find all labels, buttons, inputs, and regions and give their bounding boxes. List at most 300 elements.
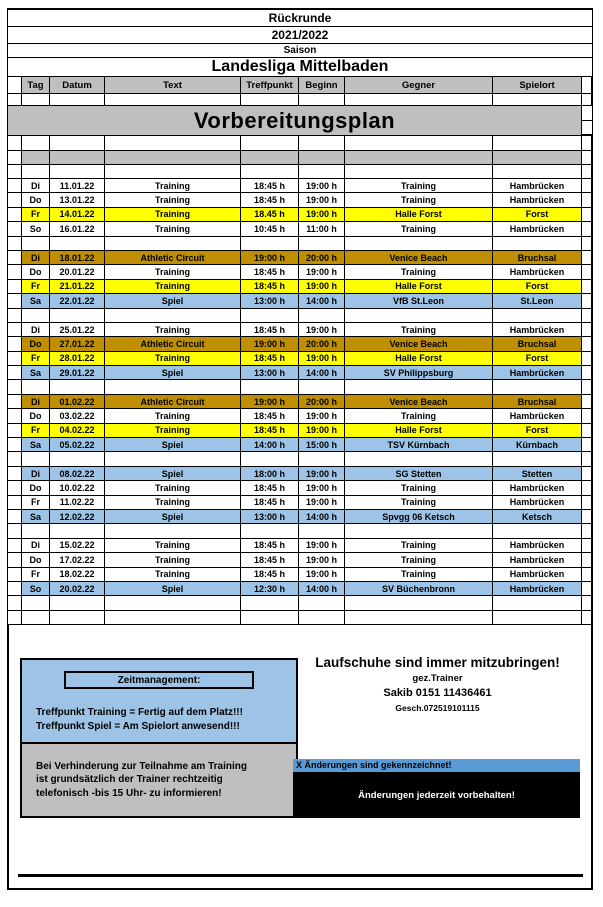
cell-margin-left (8, 424, 22, 437)
schedule-row (8, 294, 592, 308)
cell-margin-left (8, 553, 22, 566)
cell-text: Training (105, 222, 241, 235)
cell-tag: Do (22, 265, 50, 278)
cell-spielort: Ketsch (493, 510, 582, 523)
cell-spielort: Hambrücken (493, 323, 582, 336)
cell-gegner: Training (345, 222, 493, 235)
title-season-year: 2021/2022 (8, 27, 592, 44)
cell-margin-left (8, 582, 22, 595)
cell-datum: 16.01.22 (50, 222, 105, 235)
schedule-row (8, 481, 592, 495)
cell-treffpunkt: 18:45 h (241, 280, 299, 293)
cell-tag: Fr (22, 352, 50, 365)
cell-treffpunkt: 18:45 h (241, 424, 299, 437)
cell-text (105, 380, 241, 393)
cell-margin-right (582, 596, 592, 609)
cell-treffpunkt (241, 309, 299, 322)
column-header-row (8, 77, 592, 94)
col-header-tag: Tag (22, 77, 50, 93)
cell-gegner (345, 380, 493, 393)
cell-gegner (345, 452, 493, 465)
cell-treffpunkt: 18:45 h (241, 568, 299, 581)
signed-by: gez.Trainer (412, 673, 463, 684)
cell-datum: 20.01.22 (50, 265, 105, 278)
cell-datum: 14.01.22 (50, 208, 105, 221)
cell-margin-right (582, 294, 592, 307)
cell-gegner: Training (345, 539, 493, 552)
col-header-gegner: Gegner (345, 77, 493, 93)
schedule-row (8, 179, 592, 193)
cell-text: Training (105, 280, 241, 293)
schedule-row (8, 496, 592, 510)
zeitmanagement-box (20, 658, 298, 744)
cell-margin-left (8, 596, 22, 609)
col-header-datum: Datum (50, 77, 105, 93)
cell-margin-left (8, 280, 22, 293)
cell-tag: Do (22, 409, 50, 422)
schedule-row (8, 323, 592, 337)
empty-row (8, 94, 592, 106)
cell-tag (22, 309, 50, 322)
cell-datum: 01.02.22 (50, 395, 105, 408)
cell-spielort (493, 380, 582, 393)
cell-text: Training (105, 539, 241, 552)
cell-gegner: Venice Beach (345, 251, 493, 264)
cell-gegner: SG Stetten (345, 467, 493, 480)
cell-tag: Sa (22, 438, 50, 451)
cell-margin-right (582, 409, 592, 422)
cell-gegner: TSV Kürnbach (345, 438, 493, 451)
cell-spielort (493, 452, 582, 465)
cell-text: Training (105, 179, 241, 192)
cell-gegner: Training (345, 568, 493, 581)
cell-spielort: Forst (493, 280, 582, 293)
cell-beginn: 19:00 h (299, 539, 345, 552)
col-header-text: Text (105, 77, 241, 93)
cell-beginn: 19:00 h (299, 496, 345, 509)
schedule-row (8, 193, 592, 207)
cell-text: Training (105, 409, 241, 422)
schedule-row (8, 524, 592, 538)
cell-margin-left (8, 438, 22, 451)
cell-margin-left (8, 222, 22, 235)
cell-gegner: Training (345, 409, 493, 422)
cell-tag: Di (22, 467, 50, 480)
cell-treffpunkt (241, 237, 299, 250)
cell-tag: Di (22, 251, 50, 264)
title-saison: Saison (8, 44, 592, 58)
cell-spielort (493, 611, 582, 624)
cell-margin-left (8, 539, 22, 552)
cell-margin-left (8, 265, 22, 278)
cell-beginn: 19:00 h (299, 193, 345, 206)
cell-treffpunkt: 18:45 h (241, 553, 299, 566)
cell-text: Training (105, 208, 241, 221)
cell-datum: 18.02.22 (50, 568, 105, 581)
cell-text: Training (105, 424, 241, 437)
schedule-row (8, 539, 592, 553)
cell-tag: Fr (22, 496, 50, 509)
cell-margin-right (582, 380, 592, 393)
cell-margin-left (8, 568, 22, 581)
schedule-row (8, 251, 592, 265)
absence-note-box (20, 744, 298, 818)
cell-margin-right (582, 323, 592, 336)
cell-gegner: Halle Forst (345, 208, 493, 221)
cell-margin-right (582, 337, 592, 350)
cell-margin-right (582, 553, 592, 566)
cell-spielort: Bruchsal (493, 337, 582, 350)
cell-datum: 05.02.22 (50, 438, 105, 451)
cell-margin-left (8, 309, 22, 322)
col-header-beginn: Beginn (299, 77, 345, 93)
cell-spielort: Hambrücken (493, 265, 582, 278)
cell-text (105, 237, 241, 250)
cell-gegner: SV Philippsburg (345, 366, 493, 379)
cell-datum: 29.01.22 (50, 366, 105, 379)
cell-datum: 27.01.22 (50, 337, 105, 350)
cell-spielort: Hambrücken (493, 179, 582, 192)
schedule-row (8, 438, 592, 452)
cell-text (105, 611, 241, 624)
cell-datum: 17.02.22 (50, 553, 105, 566)
schedule-row (8, 395, 592, 409)
cell-datum: 03.02.22 (50, 409, 105, 422)
cell-treffpunkt: 10:45 h (241, 222, 299, 235)
cell-margin-left (8, 179, 22, 192)
schedule-row (8, 409, 592, 423)
cell-datum: 25.01.22 (50, 323, 105, 336)
cell-tag (22, 596, 50, 609)
cell-margin-left (8, 237, 22, 250)
cell-treffpunkt (241, 611, 299, 624)
schedule-row (8, 582, 592, 596)
cell-beginn: 19:00 h (299, 265, 345, 278)
footer-divider-line (18, 874, 583, 877)
cell-beginn: 14:00 h (299, 294, 345, 307)
cell-gegner: Training (345, 481, 493, 494)
cell-margin-right (582, 481, 592, 494)
cell-beginn (299, 452, 345, 465)
cell-gegner: Training (345, 179, 493, 192)
schedule-row (8, 452, 592, 466)
cell-gegner: Training (345, 553, 493, 566)
cell-margin-right (582, 582, 592, 595)
cell-beginn: 19:00 h (299, 481, 345, 494)
cell-text: Training (105, 323, 241, 336)
cell-margin-right (582, 524, 592, 537)
empty-row (8, 136, 592, 151)
cell-spielort: Hambrücken (493, 496, 582, 509)
cell-treffpunkt: 13:00 h (241, 366, 299, 379)
schedule-row (8, 222, 592, 236)
changes-marked-bar: X Änderungen sind gekennzeichnet! (293, 759, 580, 772)
schedule-row (8, 596, 592, 610)
cell-margin-right (582, 424, 592, 437)
cell-gegner (345, 596, 493, 609)
cell-datum (50, 611, 105, 624)
cell-spielort: Hambrücken (493, 553, 582, 566)
banner-title: Vorbereitungsplan (8, 106, 582, 135)
banner-side-cell (582, 106, 592, 135)
cell-margin-left (8, 77, 22, 93)
cell-text: Training (105, 496, 241, 509)
cell-treffpunkt: 18:45 h (241, 265, 299, 278)
cell-spielort: Hambrücken (493, 366, 582, 379)
cell-tag: Fr (22, 424, 50, 437)
cell-gegner: Training (345, 193, 493, 206)
cell-margin-right (582, 77, 592, 93)
col-header-spielort: Spielort (493, 77, 582, 93)
schedule-row (8, 467, 592, 481)
cell-treffpunkt: 19:00 h (241, 251, 299, 264)
cell-spielort: Stetten (493, 467, 582, 480)
cell-spielort: Hambrücken (493, 481, 582, 494)
cell-margin-right (582, 568, 592, 581)
cell-margin-right (582, 438, 592, 451)
cell-spielort: Forst (493, 352, 582, 365)
cell-spielort: Bruchsal (493, 395, 582, 408)
cell-datum (50, 237, 105, 250)
cell-tag: Di (22, 179, 50, 192)
cell-tag (22, 611, 50, 624)
cell-margin-left (8, 380, 22, 393)
cell-treffpunkt: 19:00 h (241, 395, 299, 408)
cell-text: Training (105, 352, 241, 365)
cell-text: Spiel (105, 294, 241, 307)
cell-spielort: Forst (493, 424, 582, 437)
cell-margin-left (8, 524, 22, 537)
cell-tag: So (22, 582, 50, 595)
cell-beginn (299, 524, 345, 537)
cell-beginn: 19:00 h (299, 553, 345, 566)
cell-datum: 13.01.22 (50, 193, 105, 206)
cell-tag: Fr (22, 568, 50, 581)
cell-treffpunkt: 18:45 h (241, 539, 299, 552)
schedule-row (8, 366, 592, 380)
cell-beginn: 19:00 h (299, 179, 345, 192)
cell-spielort (493, 524, 582, 537)
office-phone: Gesch.072519101115 (395, 703, 480, 713)
cell-spielort: Forst (493, 208, 582, 221)
cell-margin-left (8, 409, 22, 422)
cell-spielort: Kürnbach (493, 438, 582, 451)
cell-datum: 12.02.22 (50, 510, 105, 523)
cell-beginn: 19:00 h (299, 352, 345, 365)
schedule-row (8, 352, 592, 366)
schedule-row (8, 265, 592, 279)
cell-tag: Do (22, 553, 50, 566)
absence-line-1: Bei Verhinderung zur Teilnahme am Training (36, 760, 247, 772)
cell-beginn (299, 380, 345, 393)
cell-text: Athletic Circuit (105, 395, 241, 408)
cell-text: Athletic Circuit (105, 251, 241, 264)
cell-spielort (493, 596, 582, 609)
cell-treffpunkt: 18:45 h (241, 409, 299, 422)
cell-gegner: Venice Beach (345, 395, 493, 408)
cell-beginn: 19:00 h (299, 208, 345, 221)
schedule-row (8, 568, 592, 582)
cell-datum: 11.02.22 (50, 496, 105, 509)
cell-datum: 28.01.22 (50, 352, 105, 365)
cell-margin-left (8, 208, 22, 221)
zeitmanagement-title: Zeitmanagement: (64, 671, 254, 689)
cell-beginn: 14:00 h (299, 582, 345, 595)
cell-text: Training (105, 193, 241, 206)
col-header-treffpunkt: Treffpunkt (241, 77, 299, 93)
schedule-rows (8, 179, 592, 625)
cell-tag: Di (22, 395, 50, 408)
cell-margin-right (582, 193, 592, 206)
cell-datum (50, 596, 105, 609)
cell-margin-right (582, 280, 592, 293)
cell-text: Spiel (105, 582, 241, 595)
schedule-row (8, 553, 592, 567)
cell-margin-right (582, 611, 592, 624)
cell-text: Training (105, 481, 241, 494)
cell-text: Training (105, 265, 241, 278)
cell-gegner: Halle Forst (345, 352, 493, 365)
cell-margin-right (582, 452, 592, 465)
cell-treffpunkt: 13:00 h (241, 510, 299, 523)
cell-margin-right (582, 265, 592, 278)
zeit-line-1: Treffpunkt Training = Fertig auf dem Platz!!! (36, 707, 243, 718)
cell-margin-left (8, 611, 22, 624)
cell-beginn: 19:00 h (299, 467, 345, 480)
cell-treffpunkt: 18:45 h (241, 179, 299, 192)
schedule-row (8, 337, 592, 351)
cell-beginn: 19:00 h (299, 568, 345, 581)
cell-treffpunkt: 18:45 h (241, 481, 299, 494)
cell-beginn (299, 237, 345, 250)
cell-beginn (299, 309, 345, 322)
cell-tag (22, 237, 50, 250)
schedule-row (8, 510, 592, 524)
cell-beginn: 14:00 h (299, 366, 345, 379)
cell-margin-right (582, 237, 592, 250)
cell-tag: Fr (22, 280, 50, 293)
cell-text: Spiel (105, 510, 241, 523)
cell-beginn: 20:00 h (299, 337, 345, 350)
changes-reserved-box (293, 772, 580, 818)
cell-text: Spiel (105, 467, 241, 480)
cell-datum (50, 452, 105, 465)
cell-gegner (345, 524, 493, 537)
cell-spielort: Hambrücken (493, 409, 582, 422)
cell-tag: Do (22, 337, 50, 350)
cell-spielort: St.Leon (493, 294, 582, 307)
cell-tag: Do (22, 481, 50, 494)
cell-datum: 15.02.22 (50, 539, 105, 552)
cell-spielort: Hambrücken (493, 193, 582, 206)
cell-tag: Do (22, 193, 50, 206)
cell-margin-right (582, 510, 592, 523)
cell-gegner: Venice Beach (345, 337, 493, 350)
cell-tag: Sa (22, 294, 50, 307)
cell-tag (22, 524, 50, 537)
cell-margin-left (8, 467, 22, 480)
cell-margin-left (8, 366, 22, 379)
cell-gegner: Halle Forst (345, 280, 493, 293)
cell-beginn: 19:00 h (299, 424, 345, 437)
cell-beginn (299, 611, 345, 624)
cell-gegner: Training (345, 496, 493, 509)
cell-margin-right (582, 251, 592, 264)
cell-margin-right (582, 496, 592, 509)
schedule-table (8, 10, 592, 625)
cell-gegner: Halle Forst (345, 424, 493, 437)
cell-beginn: 15:00 h (299, 438, 345, 451)
schedule-row (8, 208, 592, 222)
cell-text: Spiel (105, 366, 241, 379)
cell-text (105, 309, 241, 322)
zeitmanagement-lines (22, 706, 296, 734)
schedule-row (8, 424, 592, 438)
gray-separator-row (8, 151, 592, 165)
trainer-phone: Sakib 0151 11436461 (383, 687, 492, 699)
cell-spielort (493, 309, 582, 322)
title-rueckrunde: Rückrunde (8, 10, 592, 27)
cell-margin-left (8, 510, 22, 523)
cell-treffpunkt: 12:30 h (241, 582, 299, 595)
cell-datum (50, 380, 105, 393)
cell-margin-left (8, 496, 22, 509)
cell-beginn: 19:00 h (299, 280, 345, 293)
cell-datum: 18.01.22 (50, 251, 105, 264)
cell-tag: Di (22, 539, 50, 552)
cell-treffpunkt (241, 596, 299, 609)
cell-tag: So (22, 222, 50, 235)
cell-treffpunkt: 18:45 h (241, 496, 299, 509)
cell-margin-left (8, 323, 22, 336)
cell-datum: 21.01.22 (50, 280, 105, 293)
cell-tag: Sa (22, 366, 50, 379)
cell-gegner (345, 611, 493, 624)
cell-text: Training (105, 553, 241, 566)
cell-treffpunkt: 18:45 h (241, 193, 299, 206)
cell-treffpunkt: 19:00 h (241, 337, 299, 350)
cell-text (105, 596, 241, 609)
cell-tag: Sa (22, 510, 50, 523)
cell-gegner: SV Büchenbronn (345, 582, 493, 595)
cell-margin-right (582, 208, 592, 221)
cell-gegner (345, 309, 493, 322)
cell-treffpunkt: 18:45 h (241, 352, 299, 365)
title-league: Landesliga Mittelbaden (8, 58, 592, 77)
cell-text: Training (105, 568, 241, 581)
cell-spielort (493, 237, 582, 250)
cell-datum (50, 309, 105, 322)
cell-treffpunkt: 18:45 h (241, 323, 299, 336)
cell-beginn: 19:00 h (299, 409, 345, 422)
absence-line-3: telefonisch -bis 15 Uhr- zu informieren! (36, 787, 222, 799)
cell-tag (22, 452, 50, 465)
schedule-row (8, 380, 592, 394)
cell-margin-right (582, 366, 592, 379)
cell-beginn: 20:00 h (299, 251, 345, 264)
cell-beginn: 19:00 h (299, 323, 345, 336)
cell-margin-right (582, 395, 592, 408)
cell-gegner (345, 237, 493, 250)
cell-gegner: VfB St.Leon (345, 294, 493, 307)
cell-spielort: Hambrücken (493, 222, 582, 235)
cell-treffpunkt (241, 380, 299, 393)
cell-treffpunkt: 13:00 h (241, 294, 299, 307)
cell-gegner: Training (345, 323, 493, 336)
schedule-row (8, 237, 592, 251)
cell-gegner: Training (345, 265, 493, 278)
absence-line-2: ist grundsätzlich der Trainer rechtzeitig (36, 774, 223, 786)
